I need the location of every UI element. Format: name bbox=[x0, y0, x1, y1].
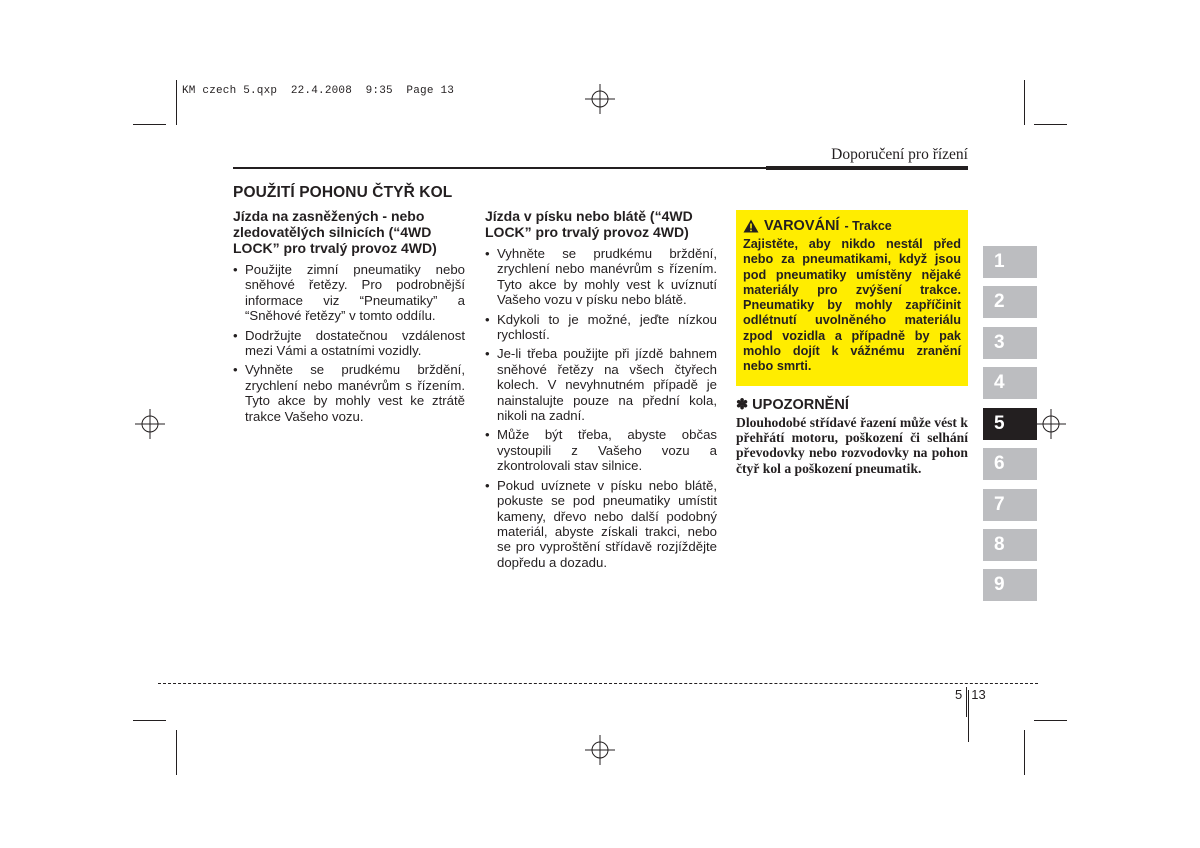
list-item: • Pokud uvíznete v písku nebo blátě, pokuste se pod pneumatiky umístit kameny, dřevo nebo další podobný materiál, abyste získali trakci, nebo se pro vyproštění střídavě rozjíždějte dopředu a dozadu. bbox=[485, 478, 717, 570]
crop-mark bbox=[133, 720, 166, 721]
chapter-tab-8[interactable]: 8 bbox=[983, 529, 1037, 561]
crop-mark bbox=[176, 80, 177, 125]
crop-mark bbox=[176, 730, 177, 775]
warning-box bbox=[736, 210, 968, 386]
list-item: • Použijte zimní pneumatiky nebo sněhové řetězy. Pro podrobnější informace viz “Pneumatiky” a “Sněhové řetězy” v tomto oddílu. bbox=[233, 262, 465, 324]
printer-slug: KM czech 5.qxp 22.4.2008 9:35 Page 13 bbox=[182, 85, 455, 97]
chapter-tab-3[interactable]: 3 bbox=[983, 327, 1037, 359]
crop-mark bbox=[1034, 720, 1067, 721]
list-item: • Vyhněte se prudkému brždění, zrychlení nebo manévrům s řízením. Tyto akce by mohly vest k uvíznutí Vašeho vozu v písku nebo blátě. bbox=[485, 246, 717, 308]
bullet-list bbox=[233, 262, 465, 424]
list-item: • Je-li třeba použijte při jízdě bahnem sněhové řetězy na všech čtyřech kolech. V nevyhnutném případě je nainstalujte pouze na přední kola, nikoli na zadní. bbox=[485, 346, 717, 423]
registration-mark-icon bbox=[585, 84, 615, 114]
warning-triangle-icon bbox=[743, 219, 759, 233]
chapter-tab-7[interactable]: 7 bbox=[983, 489, 1037, 521]
running-head: Doporučení pro řízení bbox=[831, 146, 968, 163]
warning-subtitle: - Trakce bbox=[844, 219, 892, 233]
list-item: • Může být třeba, abyste občas vystoupili z Vašeho vozu a zkontrolovali stav silnice. bbox=[485, 427, 717, 473]
page-number bbox=[955, 687, 986, 717]
registration-mark-icon bbox=[135, 409, 165, 439]
registration-mark-icon bbox=[1036, 409, 1066, 439]
registration-mark-icon bbox=[585, 735, 615, 765]
header-rule-accent bbox=[766, 166, 968, 170]
bullet-list bbox=[485, 246, 717, 570]
crop-mark bbox=[1024, 730, 1025, 775]
chapter-tab-9[interactable]: 9 bbox=[983, 569, 1037, 601]
crop-mark bbox=[1024, 80, 1025, 125]
chapter-tab-6[interactable]: 6 bbox=[983, 448, 1037, 480]
caution-note bbox=[736, 397, 968, 476]
crop-mark bbox=[1034, 124, 1067, 125]
warning-title bbox=[743, 218, 961, 234]
subsection-heading: Jízda na zasněžených - nebo zledovatělých silnicích (“4WD LOCK” pro trvalý provoz 4WD) bbox=[233, 208, 437, 256]
caution-title: ✽ UPOZORNĚNÍ bbox=[736, 397, 849, 413]
caution-body: Dlouhodobé střídavé řazení může vést k přehřátí motoru, poškození či selhání převodovky nebo rozvodovky na pohon čtyř kol a poškození pneumatik. bbox=[736, 415, 968, 476]
chapter-tab-4[interactable]: 4 bbox=[983, 367, 1037, 399]
list-item: • Dodržujte dostatečnou vzdálenost mezi Vámi a ostatními vozidly. bbox=[233, 328, 465, 359]
chapter-tab-2[interactable]: 2 bbox=[983, 286, 1037, 318]
subsection-heading: Jízda v písku nebo blátě (“4WD LOCK” pro trvalý provoz 4WD) bbox=[485, 208, 693, 240]
section-title: POUŽITÍ POHONU ČTYŘ KOL bbox=[233, 184, 453, 201]
page-number-divider bbox=[966, 687, 967, 717]
list-item: • Kdykoli to je možné, jeďte nízkou rychlostí. bbox=[485, 312, 717, 343]
footer-dotted-rule bbox=[158, 683, 1038, 684]
crop-mark bbox=[133, 124, 166, 125]
list-item: • Vyhněte se prudkému brždění, zrychlení nebo manévrům s řízením. Tyto akce by mohly vest ke ztrátě trakce Vašeho vozu. bbox=[233, 362, 465, 424]
page-chapter: 5 bbox=[955, 687, 963, 702]
warning-title-text: VAROVÁNÍ bbox=[764, 218, 840, 234]
column-snow-ice bbox=[233, 208, 465, 428]
column-sand-mud bbox=[485, 208, 717, 574]
page-number-value: 13 bbox=[971, 687, 986, 702]
warning-body: Zajistěte, aby nikdo nestál před nebo za pneumatikami, když jsou pod pneumatiky umístěny nějaké materiály pro zvýšení trakce. Pneumatiky by mohly zapříčinit odlétnutí uvolněného materiálu zpod vozidla a případně by pak mohlo dojít k vážnému zranění nebo smrti. bbox=[743, 237, 961, 374]
chapter-tab-1[interactable]: 1 bbox=[983, 246, 1037, 278]
chapter-tab-5[interactable]: 5 bbox=[983, 408, 1037, 440]
